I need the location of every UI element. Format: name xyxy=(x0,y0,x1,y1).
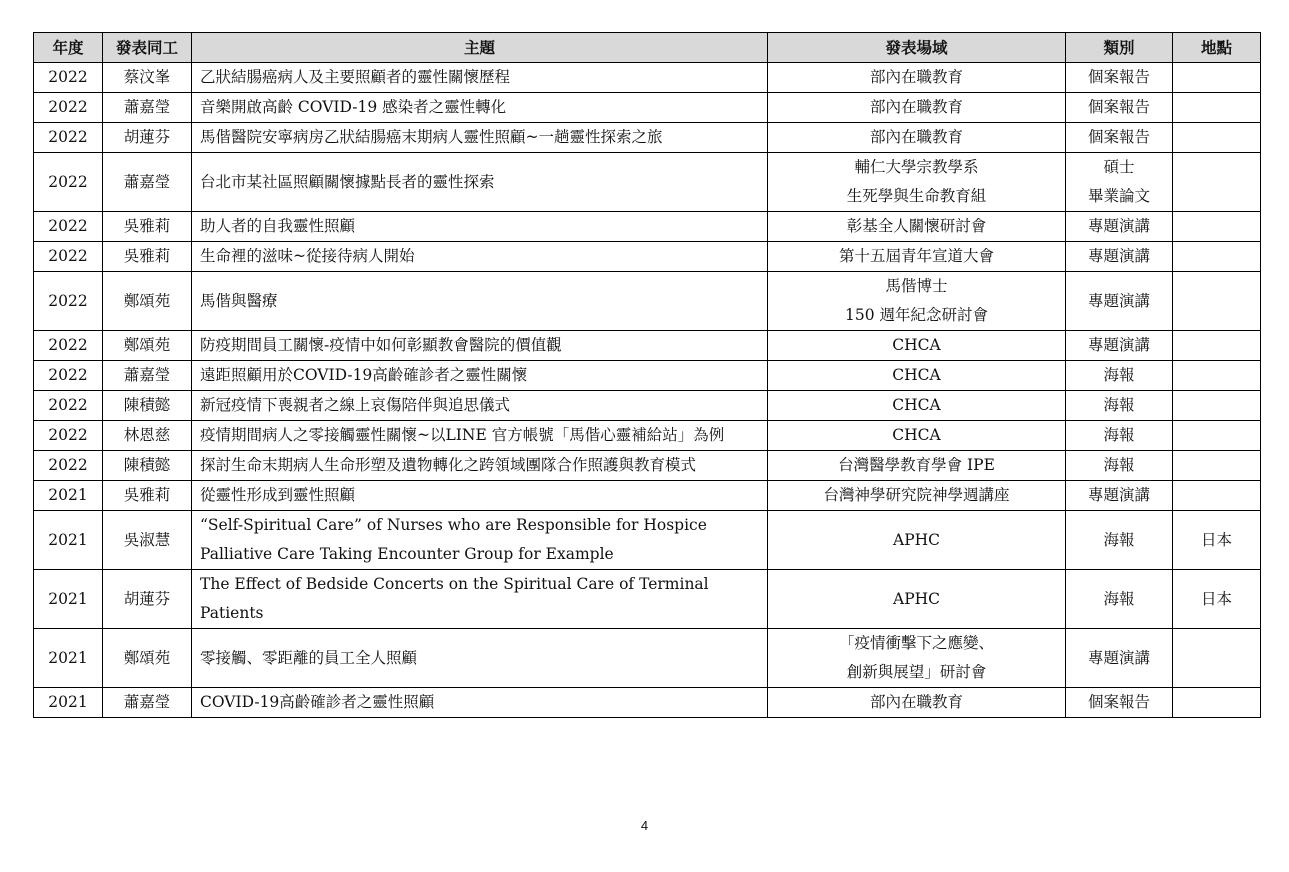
cell-venue xyxy=(768,570,1066,629)
cell-presenter xyxy=(103,361,192,391)
cell-year xyxy=(34,391,103,421)
table-body xyxy=(34,63,1261,718)
cell-venue-text: 第十五屆青年宣道大會 xyxy=(838,247,994,265)
cell-location xyxy=(1173,391,1261,421)
cell-venue xyxy=(768,629,1066,688)
cell-presenter xyxy=(103,629,192,688)
cell-venue-text-line2: 創新與展望」研討會 xyxy=(846,663,987,681)
cell-topic xyxy=(192,481,768,511)
cell-category xyxy=(1066,331,1173,361)
cell-category-text: 個案報告 xyxy=(1087,68,1150,86)
cell-presenter xyxy=(103,421,192,451)
table-row xyxy=(34,153,1261,212)
cell-location xyxy=(1173,421,1261,451)
cell-topic-text: COVID-19高齡確診者之靈性照顧 xyxy=(200,693,435,711)
cell-location xyxy=(1173,242,1261,272)
cell-venue xyxy=(768,272,1066,331)
cell-topic xyxy=(192,421,768,451)
cell-category-text-line2: 畢業論文 xyxy=(1087,187,1150,205)
cell-topic xyxy=(192,629,768,688)
cell-category-text: 海報 xyxy=(1103,456,1135,474)
cell-presenter xyxy=(103,242,192,272)
cell-location-text: 日本 xyxy=(1200,530,1232,549)
header-venue: 發表場域 xyxy=(768,33,1066,63)
cell-venue-text: 彰基全人關懷研討會 xyxy=(846,217,987,235)
cell-category xyxy=(1066,93,1173,123)
cell-venue-text-line2: 生死學與生命教育組 xyxy=(846,187,987,205)
cell-topic-text: The Effect of Bedside Concerts on the Spiritual Care of Terminal Patients xyxy=(200,575,709,622)
cell-location xyxy=(1173,63,1261,93)
header-category: 類別 xyxy=(1066,33,1173,63)
cell-topic xyxy=(192,331,768,361)
cell-year-text: 2021 xyxy=(48,486,88,504)
cell-presenter xyxy=(103,451,192,481)
cell-presenter-text: 胡蓮芬 xyxy=(123,128,171,146)
header-year: 年度 xyxy=(34,33,103,63)
table-row xyxy=(34,421,1261,451)
cell-venue-text: 部內在職教育 xyxy=(869,68,963,86)
table-row xyxy=(34,93,1261,123)
cell-venue xyxy=(768,688,1066,718)
cell-topic xyxy=(192,123,768,153)
table-row xyxy=(34,511,1261,570)
table-row xyxy=(34,63,1261,93)
cell-topic-text: 音樂開啟高齡 COVID-19 感染者之靈性轉化 xyxy=(200,98,507,116)
cell-location xyxy=(1173,93,1261,123)
cell-category xyxy=(1066,451,1173,481)
cell-presenter-text: 陳積懿 xyxy=(123,396,171,414)
cell-presenter-text: 吳雅莉 xyxy=(123,217,171,235)
cell-year xyxy=(34,629,103,688)
cell-presenter-text: 蕭嘉瑩 xyxy=(123,366,171,384)
cell-category-text: 海報 xyxy=(1103,530,1135,549)
cell-venue-text: CHCA xyxy=(892,366,941,384)
cell-year xyxy=(34,93,103,123)
cell-presenter-text: 蔡汶峯 xyxy=(123,68,171,86)
cell-year xyxy=(34,361,103,391)
cell-category xyxy=(1066,63,1173,93)
cell-year xyxy=(34,451,103,481)
cell-topic xyxy=(192,511,768,570)
cell-topic-text: “Self-Spiritual Care” of Nurses who are Responsible for Hospice Palliative Care Taking Encounter Group for Example xyxy=(200,516,707,563)
cell-venue-text: APHC xyxy=(893,589,940,608)
cell-year xyxy=(34,481,103,511)
cell-category-text: 海報 xyxy=(1103,396,1135,414)
cell-year xyxy=(34,421,103,451)
cell-topic xyxy=(192,570,768,629)
cell-category xyxy=(1066,242,1173,272)
cell-presenter-text: 蕭嘉瑩 xyxy=(123,693,171,711)
cell-venue xyxy=(768,481,1066,511)
cell-venue xyxy=(768,421,1066,451)
cell-presenter xyxy=(103,688,192,718)
cell-presenter xyxy=(103,123,192,153)
cell-topic xyxy=(192,361,768,391)
cell-topic xyxy=(192,212,768,242)
cell-year-text: 2021 xyxy=(48,693,88,711)
cell-topic xyxy=(192,63,768,93)
cell-year-text: 2022 xyxy=(48,172,88,191)
cell-venue xyxy=(768,123,1066,153)
table-row xyxy=(34,212,1261,242)
cell-category-text: 專題演講 xyxy=(1087,247,1150,265)
cell-presenter-text: 鄭頌苑 xyxy=(123,336,171,354)
cell-location xyxy=(1173,481,1261,511)
cell-year-text: 2022 xyxy=(48,291,88,310)
cell-year-text: 2022 xyxy=(48,247,88,265)
cell-topic xyxy=(192,391,768,421)
table-row xyxy=(34,451,1261,481)
cell-presenter-text: 蕭嘉瑩 xyxy=(123,172,171,191)
cell-category-text: 個案報告 xyxy=(1087,98,1150,116)
cell-venue xyxy=(768,331,1066,361)
cell-venue-text-line2: 150 週年紀念研討會 xyxy=(844,306,988,324)
cell-year-text: 2022 xyxy=(48,426,88,444)
cell-venue xyxy=(768,391,1066,421)
cell-year-text: 2022 xyxy=(48,98,88,116)
cell-venue xyxy=(768,361,1066,391)
cell-category xyxy=(1066,629,1173,688)
cell-presenter-text: 蕭嘉瑩 xyxy=(123,98,171,116)
cell-venue xyxy=(768,511,1066,570)
table-row xyxy=(34,242,1261,272)
table-row xyxy=(34,331,1261,361)
cell-year xyxy=(34,123,103,153)
cell-topic xyxy=(192,153,768,212)
cell-venue xyxy=(768,63,1066,93)
cell-category-text: 海報 xyxy=(1103,366,1135,384)
cell-category xyxy=(1066,123,1173,153)
cell-year xyxy=(34,688,103,718)
cell-topic-text: 台北市某社區照顧關懷據點長者的靈性探索 xyxy=(200,172,495,191)
cell-location xyxy=(1173,153,1261,212)
header-presenter: 發表同工 xyxy=(103,33,192,63)
cell-presenter xyxy=(103,570,192,629)
cell-venue-text: 台灣神學研究院神學週講座 xyxy=(823,486,1010,504)
cell-year xyxy=(34,272,103,331)
cell-presenter xyxy=(103,272,192,331)
cell-topic-text: 馬偕醫院安寧病房乙狀結腸癌末期病人靈性照顧~一趟靈性探索之旅 xyxy=(200,128,663,146)
cell-topic-text: 疫情期間病人之零接觸靈性關懷~以LINE 官方帳號「馬偕心靈補給站」為例 xyxy=(200,426,725,444)
cell-topic-text: 乙狀結腸癌病人及主要照顧者的靈性關懷歷程 xyxy=(200,68,511,86)
cell-category xyxy=(1066,153,1173,212)
cell-topic xyxy=(192,688,768,718)
cell-category-text: 專題演講 xyxy=(1087,336,1150,354)
header-topic: 主題 xyxy=(192,33,768,63)
cell-venue-text: 「疫情衝擊下之應變、 xyxy=(838,634,994,652)
cell-year-text: 2021 xyxy=(48,589,88,608)
cell-venue-text: 馬偕博士 xyxy=(885,277,948,295)
cell-category xyxy=(1066,272,1173,331)
cell-category-text: 專題演講 xyxy=(1087,217,1150,235)
cell-year-text: 2022 xyxy=(48,217,88,235)
presentation-table xyxy=(33,32,1261,718)
cell-venue-text: 部內在職教育 xyxy=(869,128,963,146)
table-row xyxy=(34,629,1261,688)
cell-year-text: 2022 xyxy=(48,336,88,354)
cell-category xyxy=(1066,212,1173,242)
cell-venue-text: 台灣醫學教育學會 IPE xyxy=(838,456,995,474)
cell-topic-text: 防疫期間員工關懷-疫情中如何彰顯教會醫院的價值觀 xyxy=(200,336,562,354)
cell-category xyxy=(1066,361,1173,391)
cell-venue-text: CHCA xyxy=(892,336,941,354)
cell-year xyxy=(34,212,103,242)
cell-category-text: 海報 xyxy=(1103,589,1135,608)
cell-location xyxy=(1173,212,1261,242)
cell-presenter xyxy=(103,63,192,93)
cell-presenter xyxy=(103,331,192,361)
cell-year-text: 2022 xyxy=(48,128,88,146)
cell-topic-text: 新冠疫情下喪親者之線上哀傷陪伴與追思儀式 xyxy=(200,396,511,414)
cell-topic-text: 助人者的自我靈性照顧 xyxy=(200,217,356,235)
table-row xyxy=(34,570,1261,629)
cell-presenter-text: 吳淑慧 xyxy=(123,530,171,549)
cell-location-text: 日本 xyxy=(1200,589,1232,608)
cell-venue-text: 部內在職教育 xyxy=(869,693,963,711)
cell-presenter-text: 林恩慈 xyxy=(123,426,171,444)
cell-presenter xyxy=(103,481,192,511)
cell-category xyxy=(1066,511,1173,570)
cell-year xyxy=(34,63,103,93)
cell-category-text: 專題演講 xyxy=(1087,291,1150,310)
cell-presenter xyxy=(103,511,192,570)
cell-location xyxy=(1173,570,1261,629)
cell-year xyxy=(34,242,103,272)
cell-category-text: 碩士 xyxy=(1103,158,1135,176)
cell-venue xyxy=(768,153,1066,212)
cell-venue xyxy=(768,242,1066,272)
cell-topic-text: 馬偕與醫療 xyxy=(200,291,278,310)
cell-venue-text: CHCA xyxy=(892,426,941,444)
cell-category xyxy=(1066,570,1173,629)
cell-topic xyxy=(192,242,768,272)
cell-location xyxy=(1173,272,1261,331)
cell-topic xyxy=(192,451,768,481)
cell-category-text: 海報 xyxy=(1103,426,1135,444)
cell-year xyxy=(34,511,103,570)
cell-presenter xyxy=(103,391,192,421)
cell-category xyxy=(1066,391,1173,421)
cell-presenter-text: 鄭頌苑 xyxy=(123,648,171,667)
cell-venue xyxy=(768,451,1066,481)
cell-presenter xyxy=(103,153,192,212)
cell-location xyxy=(1173,331,1261,361)
cell-location xyxy=(1173,688,1261,718)
cell-category xyxy=(1066,688,1173,718)
cell-venue xyxy=(768,212,1066,242)
cell-year xyxy=(34,331,103,361)
cell-category xyxy=(1066,421,1173,451)
cell-topic-text: 生命裡的滋味~從接待病人開始 xyxy=(200,247,415,265)
cell-category-text: 個案報告 xyxy=(1087,693,1150,711)
cell-topic xyxy=(192,272,768,331)
cell-location xyxy=(1173,361,1261,391)
table-row xyxy=(34,391,1261,421)
cell-topic xyxy=(192,93,768,123)
cell-venue-text: 輔仁大學宗教學系 xyxy=(854,158,979,176)
cell-presenter-text: 鄭頌苑 xyxy=(123,291,171,310)
cell-location xyxy=(1173,629,1261,688)
cell-category-text: 專題演講 xyxy=(1087,648,1150,667)
cell-location xyxy=(1173,511,1261,570)
cell-location xyxy=(1173,451,1261,481)
cell-presenter xyxy=(103,93,192,123)
cell-presenter-text: 吳雅莉 xyxy=(123,486,171,504)
cell-category xyxy=(1066,481,1173,511)
table-row xyxy=(34,272,1261,331)
cell-year-text: 2022 xyxy=(48,68,88,86)
cell-topic-text: 從靈性形成到靈性照顧 xyxy=(200,486,356,504)
page-number: 4 xyxy=(640,818,649,833)
cell-venue-text: APHC xyxy=(893,530,940,549)
cell-presenter-text: 吳雅莉 xyxy=(123,247,171,265)
cell-year xyxy=(34,153,103,212)
cell-topic-text: 探討生命末期病人生命形塑及遺物轉化之跨領域團隊合作照護與教育模式 xyxy=(200,456,697,474)
cell-year-text: 2021 xyxy=(48,530,88,549)
table-row xyxy=(34,688,1261,718)
cell-location xyxy=(1173,123,1261,153)
header-location: 地點 xyxy=(1173,33,1261,63)
cell-presenter xyxy=(103,212,192,242)
cell-year-text: 2022 xyxy=(48,456,88,474)
cell-topic-text: 遠距照顧用於COVID-19高齡確診者之靈性關懷 xyxy=(200,366,528,384)
cell-year-text: 2022 xyxy=(48,396,88,414)
cell-category-text: 專題演講 xyxy=(1087,486,1150,504)
cell-presenter-text: 陳積懿 xyxy=(123,456,171,474)
cell-presenter-text: 胡蓮芬 xyxy=(123,589,171,608)
cell-venue xyxy=(768,93,1066,123)
cell-venue-text: 部內在職教育 xyxy=(869,98,963,116)
cell-topic-text: 零接觸、零距離的員工全人照顧 xyxy=(200,648,418,667)
cell-category-text: 個案報告 xyxy=(1087,128,1150,146)
cell-venue-text: CHCA xyxy=(892,396,941,414)
cell-year xyxy=(34,570,103,629)
cell-year-text: 2021 xyxy=(48,648,88,667)
table-row xyxy=(34,123,1261,153)
cell-year-text: 2022 xyxy=(48,366,88,384)
table-row xyxy=(34,481,1261,511)
table-row xyxy=(34,361,1261,391)
table-header-row xyxy=(34,33,1261,63)
